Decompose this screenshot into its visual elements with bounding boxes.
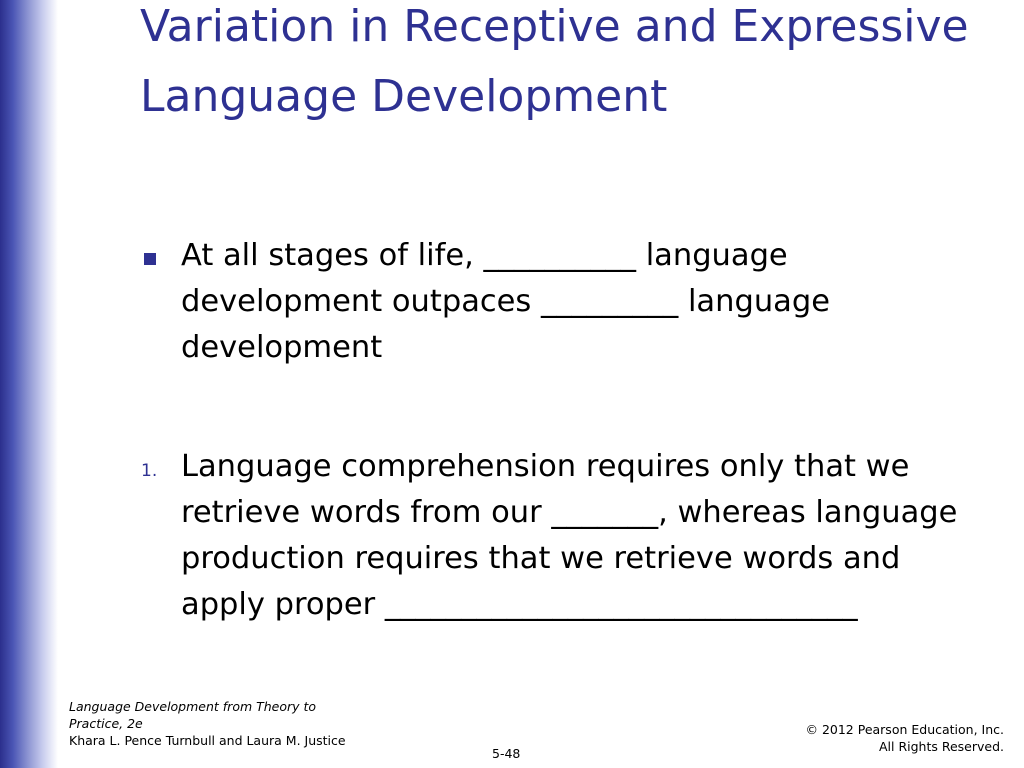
bullet-item-1: At all stages of life, __________ language development outpaces _________ language development bbox=[181, 238, 830, 365]
page-number: 5-48 bbox=[492, 746, 521, 761]
numbered-marker-1: 1. bbox=[141, 461, 158, 481]
square-bullet-icon bbox=[144, 253, 156, 265]
footer-authors: Khara L. Pence Turnbull and Laura M. Justice bbox=[69, 733, 346, 748]
footer-copyright bbox=[805, 721, 1004, 755]
copyright-text: © 2012 Pearson Education, Inc. bbox=[805, 722, 1004, 737]
footer-book-info bbox=[69, 698, 359, 749]
rights-text: All Rights Reserved. bbox=[878, 739, 1004, 754]
numbered-item-1: Language comprehension requires only that we retrieve words from our _______, whereas language production requires that we retrieve words and apply proper _______________________________ bbox=[181, 449, 958, 622]
slide-title: Variation in Receptive and Expressive Language Development bbox=[140, 1, 969, 122]
left-decorative-bar bbox=[0, 0, 58, 768]
footer-book-title: Language Development from Theory to Practice, 2e bbox=[69, 699, 317, 731]
